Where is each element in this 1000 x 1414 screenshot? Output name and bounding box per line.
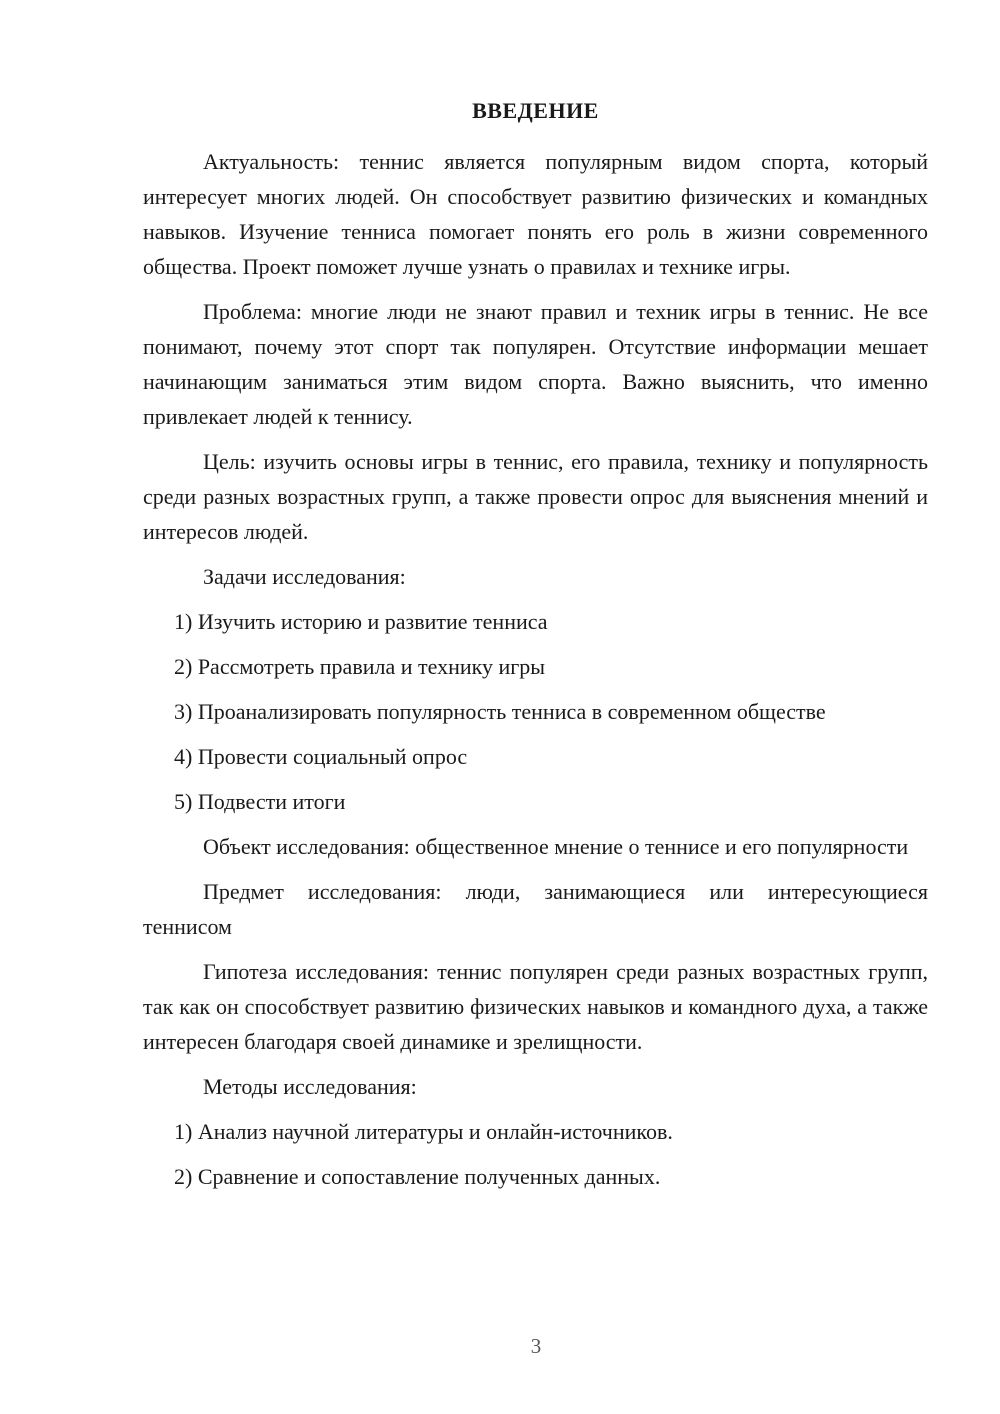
task-item: 3) Проанализировать популярность тенниса в современном обществе <box>174 699 826 724</box>
section-title: ВВЕДЕНИЕ <box>472 98 599 123</box>
relevance-paragraph: Актуальность: теннис является популярным видом спорта, который интересует многих людей. Он способствует развитию физических и командных навыков. Изучение тенниса помогает понять его роль в жизни современного общества. Проект поможет лучше узнать о правилах и технике игры. <box>143 149 928 279</box>
method-item: 2) Сравнение и сопоставление полученных данных. <box>174 1164 661 1189</box>
methods-list <box>143 1114 928 1194</box>
goal-paragraph: Цель: изучить основы игры в теннис, его правила, технику и популярность среди разных возрастных групп, а также провести опрос для выяснения мнений и интересов людей. <box>143 449 928 544</box>
tasks-heading: Задачи исследования: <box>203 564 406 589</box>
task-item: 5) Подвести итоги <box>174 789 346 814</box>
task-item: 2) Рассмотреть правила и технику игры <box>174 654 546 679</box>
task-item: 4) Провести социальный опрос <box>174 744 468 769</box>
tasks-list <box>143 604 928 819</box>
object-paragraph: Объект исследования: общественное мнение о теннисе и его популярности <box>203 834 909 859</box>
task-item: 1) Изучить историю и развитие тенниса <box>174 609 548 634</box>
document-body <box>143 144 928 1204</box>
method-item: 1) Анализ научной литературы и онлайн-источников. <box>174 1119 673 1144</box>
methods-heading: Методы исследования: <box>203 1074 417 1099</box>
subject-paragraph: Предмет исследования: люди, занимающиеся или интересующиеся теннисом <box>143 879 928 939</box>
page-number: 3 <box>530 1334 542 1358</box>
problem-paragraph: Проблема: многие люди не знают правил и техник игры в теннис. Не все понимают, почему этот спорт так популярен. Отсутствие информации мешает начинающим заниматься этим видом спорта. Важно выяснить, что именно привлекает людей к теннису. <box>143 299 928 429</box>
hypothesis-paragraph: Гипотеза исследования: теннис популярен среди разных возрастных групп, так как он способствует развитию физических навыков и командного духа, а также интересен благодаря своей динамике и зрелищности. <box>143 959 928 1054</box>
